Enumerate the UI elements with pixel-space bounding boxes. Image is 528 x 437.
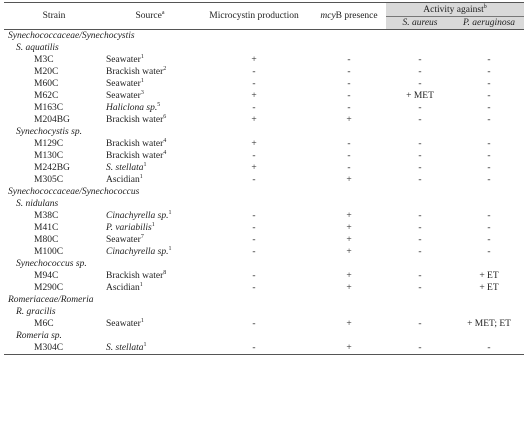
species-label: Synechococcus sp. (16, 259, 87, 269)
source-footnote: 4 (163, 150, 167, 156)
microcystin-cell: + (251, 139, 257, 149)
header-mcyb: mcyB presence (312, 3, 386, 30)
microcystin-cell: + (251, 55, 257, 65)
strain-cell: M163C (34, 103, 64, 113)
s-aureus-cell: - (418, 103, 422, 113)
strain-cell: M62C (34, 91, 59, 101)
source-cell (104, 210, 196, 222)
source-cell (104, 318, 196, 330)
species-row (4, 306, 524, 318)
source-footnote: 1 (151, 222, 155, 228)
mcyb-cell: + (346, 271, 352, 281)
table-row (4, 54, 524, 66)
table-row (4, 162, 524, 174)
source-footnote: 1 (139, 282, 143, 288)
strain-cell: M6C (34, 319, 54, 329)
p-aeruginosa-cell: - (487, 55, 491, 65)
microcystin-cell: - (252, 67, 256, 77)
microcystin-cell: - (252, 247, 256, 257)
s-aureus-cell: - (418, 211, 422, 221)
p-aeruginosa-cell: + ET (479, 271, 499, 281)
source-footnote: 4 (163, 138, 167, 144)
p-aeruginosa-cell: - (487, 247, 491, 257)
microcystin-cell: - (252, 235, 256, 245)
table-row (4, 138, 524, 150)
source-footnote: 2 (163, 66, 167, 72)
species-row (4, 198, 524, 210)
species-label: S. nidulans (16, 199, 59, 209)
table-row (4, 222, 524, 234)
source-cell (104, 282, 196, 294)
source-footnote: 1 (140, 54, 144, 60)
p-aeruginosa-cell: - (487, 223, 491, 233)
microcystin-cell: - (252, 271, 256, 281)
source-text: Brackish water (106, 151, 164, 161)
header-s-aureus: S. aureus (386, 17, 454, 30)
microcystin-cell: - (252, 283, 256, 293)
table-row (4, 234, 524, 246)
table-row (4, 210, 524, 222)
mcyb-cell: + (346, 247, 352, 257)
mcyb-cell: - (347, 139, 351, 149)
family-row (4, 30, 524, 43)
family-label: Synechococcaceae/Synechococcus (8, 187, 140, 197)
source-footnote: 1 (139, 174, 143, 180)
strain-cell: M242BG (34, 163, 70, 173)
strain-cell: M80C (34, 235, 59, 245)
source-text: S. stellata (106, 343, 144, 353)
s-aureus-cell: - (386, 342, 454, 355)
source-footnote: 1 (168, 210, 172, 216)
mcyb-cell: - (347, 55, 351, 65)
species-label: Romeria sp. (16, 331, 62, 341)
strain-cell: M41C (34, 223, 59, 233)
s-aureus-cell: - (418, 79, 422, 89)
p-aeruginosa-cell: - (487, 163, 491, 173)
family-row (4, 186, 524, 198)
header-activity: Activity against$^b$ (386, 3, 524, 17)
strain-cell: M204BG (34, 115, 70, 125)
microcystin-cell: - (252, 211, 256, 221)
source-cell (104, 102, 196, 114)
source-cell (104, 54, 196, 66)
strain-cell: M60C (34, 79, 59, 89)
source-footnote: 6 (163, 114, 167, 120)
strain-cell: M20C (34, 67, 59, 77)
source-footnote: 7 (140, 234, 144, 240)
family-row (4, 294, 524, 306)
strain-cell: M100C (34, 247, 64, 257)
s-aureus-cell: - (418, 151, 422, 161)
source-footnote: 3 (140, 90, 144, 96)
microcystin-cell: - (252, 223, 256, 233)
source-text: S. stellata (106, 163, 144, 173)
mcyb-cell: - (347, 67, 351, 77)
microcystin-cell: - (252, 151, 256, 161)
source-footnote: 5 (157, 102, 161, 108)
mcyb-cell: + (346, 319, 352, 329)
p-aeruginosa-cell: - (487, 151, 491, 161)
source-cell (104, 138, 196, 150)
microcystin-cell: + (251, 163, 257, 173)
source-text: Brackish water (106, 115, 164, 125)
species-row (4, 258, 524, 270)
source-text: Seawater (106, 55, 141, 65)
source-text: Seawater (106, 319, 141, 329)
strain-cell: M3C (34, 55, 54, 65)
table-row (4, 270, 524, 282)
source-text: P. variabilis (106, 223, 152, 233)
s-aureus-cell: - (418, 235, 422, 245)
microcystin-cell: + (251, 115, 257, 125)
s-aureus-cell: - (418, 139, 422, 149)
table-row (4, 342, 524, 355)
species-row (4, 126, 524, 138)
species-label: S. aquatilis (16, 43, 59, 53)
table-row (4, 102, 524, 114)
source-cell (104, 270, 196, 282)
p-aeruginosa-cell: - (487, 139, 491, 149)
table-row (4, 246, 524, 258)
p-aeruginosa-cell: - (454, 342, 524, 355)
source-text: Ascidian (106, 175, 140, 185)
mcyb-cell: + (346, 211, 352, 221)
source-footnote: 1 (140, 78, 144, 84)
microcystin-cell: - (252, 319, 256, 329)
mcyb-cell: + (312, 342, 386, 355)
table-row (4, 150, 524, 162)
p-aeruginosa-cell: - (487, 103, 491, 113)
p-aeruginosa-cell: - (487, 79, 491, 89)
p-aeruginosa-cell: - (487, 235, 491, 245)
strain-cell: M304C (4, 342, 104, 355)
source-footnote: 1 (140, 318, 144, 324)
source-text: Seawater (106, 235, 141, 245)
source-footnote: 8 (163, 270, 167, 276)
s-aureus-cell: - (418, 223, 422, 233)
header-strain: Strain (4, 3, 104, 30)
table-row (4, 78, 524, 90)
source-footnote: 1 (168, 246, 172, 252)
species-label: R. gracilis (16, 307, 56, 317)
source-cell (104, 90, 196, 102)
strain-cell: M130C (34, 151, 64, 161)
strain-cell: M290C (34, 283, 64, 293)
source-text: Cinachyrella sp. (106, 211, 169, 221)
header-p-aeruginosa: P. aeruginosa (454, 17, 524, 30)
microcystin-cell: + (251, 91, 257, 101)
mcyb-cell: - (347, 91, 351, 101)
strain-cell: M94C (34, 271, 59, 281)
source-cell (104, 174, 196, 186)
source-cell (104, 222, 196, 234)
species-row (4, 330, 524, 342)
microcystin-cell: - (252, 175, 256, 185)
s-aureus-cell: + MET (406, 91, 434, 101)
table-row (4, 90, 524, 102)
table-row (4, 66, 524, 78)
source-cell (104, 246, 196, 258)
table-figure (0, 2, 528, 437)
source-text: Brackish water (106, 67, 164, 77)
source-text: Brackish water (106, 271, 164, 281)
header-source: Source$^a$ (104, 3, 196, 30)
p-aeruginosa-cell: - (487, 91, 491, 101)
s-aureus-cell: - (418, 283, 422, 293)
s-aureus-cell: - (418, 67, 422, 77)
source-text: Brackish water (106, 139, 164, 149)
source-text: Cinachyrella sp. (106, 247, 169, 257)
p-aeruginosa-cell: - (487, 67, 491, 77)
source-text: Seawater (106, 79, 141, 89)
microcystin-cell: - (252, 79, 256, 89)
mcyb-cell: + (346, 175, 352, 185)
source-cell (104, 162, 196, 174)
source-text: Seawater (106, 91, 141, 101)
p-aeruginosa-cell: - (487, 211, 491, 221)
mcyb-cell: - (347, 163, 351, 173)
table-row (4, 318, 524, 330)
s-aureus-cell: - (418, 319, 422, 329)
source-cell (104, 342, 196, 355)
mcyb-cell: - (347, 79, 351, 89)
s-aureus-cell: - (418, 55, 422, 65)
p-aeruginosa-cell: + ET (479, 283, 499, 293)
strain-activity-table (4, 2, 524, 355)
table-row (4, 282, 524, 294)
table-body (4, 30, 524, 355)
s-aureus-cell: - (418, 247, 422, 257)
p-aeruginosa-cell: + MET; ET (467, 319, 511, 329)
mcyb-cell: + (346, 223, 352, 233)
p-aeruginosa-cell: - (487, 115, 491, 125)
header-microcystin: Microcystin production (196, 3, 312, 30)
source-cell (104, 150, 196, 162)
table-row (4, 114, 524, 126)
source-cell (104, 114, 196, 126)
mcyb-cell: + (346, 115, 352, 125)
family-label: Romeriaceae/Romeria (8, 295, 94, 305)
strain-cell: M129C (34, 139, 64, 149)
mcyb-cell: + (346, 235, 352, 245)
table-row (4, 174, 524, 186)
source-text: Ascidian (106, 283, 140, 293)
source-text: Haliclona sp. (106, 103, 158, 113)
species-label: Synechocystis sp. (16, 127, 82, 137)
microcystin-cell: - (196, 342, 312, 355)
source-cell (104, 66, 196, 78)
mcyb-cell: - (347, 103, 351, 113)
s-aureus-cell: - (418, 163, 422, 173)
source-cell (104, 78, 196, 90)
mcyb-cell: + (346, 283, 352, 293)
s-aureus-cell: - (418, 115, 422, 125)
source-cell (104, 234, 196, 246)
s-aureus-cell: - (418, 175, 422, 185)
microcystin-cell: - (252, 103, 256, 113)
strain-cell: M305C (34, 175, 64, 185)
family-label: Synechococcaceae/Synechocystis (8, 31, 135, 41)
mcyb-cell: - (347, 151, 351, 161)
p-aeruginosa-cell: - (487, 175, 491, 185)
source-footnote: 1 (143, 162, 147, 168)
species-row (4, 42, 524, 54)
strain-cell: M38C (34, 211, 59, 221)
source-footnote: 1 (143, 342, 147, 348)
s-aureus-cell: - (418, 271, 422, 281)
